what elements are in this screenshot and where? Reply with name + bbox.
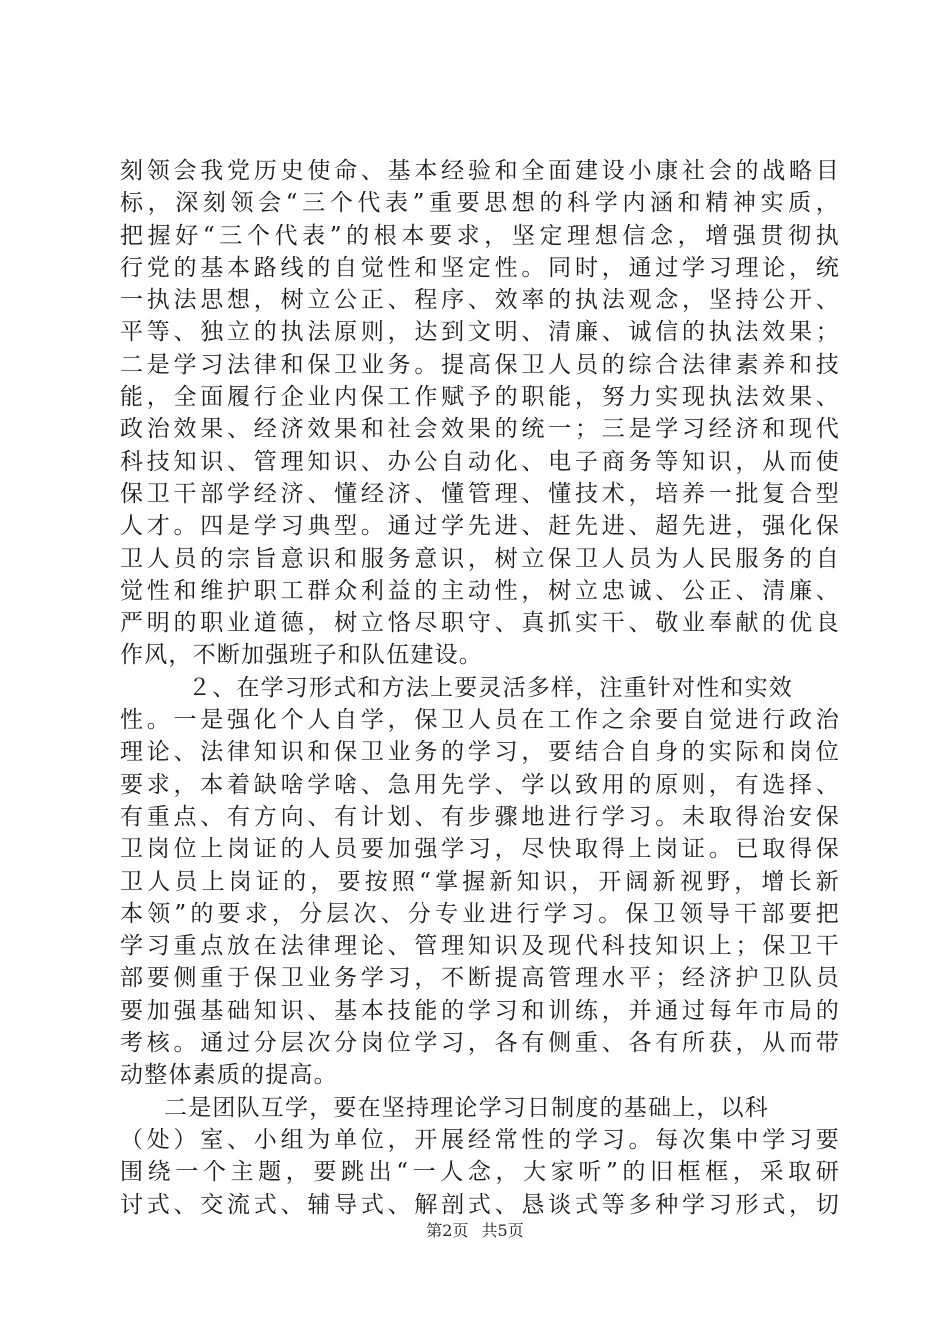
text-line: 保卫干部学经济、懂经济、懂管理、懂技术，培养一批复合型 [120, 480, 840, 507]
body-text [120, 155, 840, 1221]
text-line: 人才。四是学习典型。通过学先进、赶先进、超先进，强化保 [120, 513, 840, 540]
text-line: 要求，本着缺啥学啥、急用先学、学以致用的原则，有选择、 [120, 771, 840, 798]
text-line: 部要侧重于保卫业务学习，不断提高管理水平；经济护卫队员 [120, 965, 840, 992]
page-footer [0, 1218, 950, 1241]
text-line: 卫人员的宗旨意识和服务意识，树立保卫人员为人民服务的自 [120, 545, 840, 572]
text-line: 学习重点放在法律理论、管理知识及现代科技知识上；保卫干 [120, 933, 840, 960]
text-line: 考核。通过分层次分岗位学习，各有侧重、各有所获，从而带 [120, 1030, 840, 1057]
text-line: 觉性和维护职工群众利益的主动性，树立忠诚、公正、清廉、 [120, 577, 840, 604]
text-line: 把握好“三个代表”的根本要求，坚定理想信念，增强贯彻执 [120, 222, 840, 249]
text-line: 要加强基础知识、基本技能的学习和训练，并通过每年市局的 [120, 997, 840, 1024]
text-line: 一执法思想，树立公正、程序、效率的执法观念，坚持公开、 [120, 287, 840, 314]
text-line: 行党的基本路线的自觉性和坚定性。同时，通过学习理论，统 [120, 254, 840, 281]
text-line: 二是学习法律和保卫业务。提高保卫人员的综合法律素养和技 [120, 351, 840, 378]
text-line: 能，全面履行企业内保工作赋予的职能，努力实现执法效果、 [120, 384, 840, 411]
text-line: 理论、法律知识和保卫业务的学习，要结合自身的实际和岗位 [120, 739, 840, 766]
text-line: 刻领会我党历史使命、基本经验和全面建设小康社会的战略目 [120, 158, 840, 184]
text-line: 政治效果、经济效果和社会效果的统一；三是学习经济和现代 [120, 416, 840, 443]
text-line: 卫岗位上岗证的人员要加强学习，尽快取得上岗证。已取得保 [120, 836, 840, 863]
text-line: 本领”的要求，分层次、分专业进行学习。保卫领导干部要把 [120, 900, 840, 927]
text-line: 标，深刻领会“三个代表”重要思想的科学内涵和精神实质， [120, 190, 840, 217]
text-line: 性。一是强化个人自学，保卫人员在工作之余要自觉进行政治 [120, 707, 840, 734]
text-line: （处）室、小组为单位，开展经常性的学习。每次集中学习要 [120, 1126, 840, 1153]
text-line: 平等、独立的执法原则，达到文明、清廉、诚信的执法效果； [120, 319, 840, 346]
text-line: 作风，不断加强班子和队伍建设。 [120, 642, 483, 669]
page-number: 第2页 [426, 1221, 469, 1240]
text-line: ２、在学习形式和方法上要灵活多样，注重针对性和实效 [188, 674, 793, 701]
text-line: 严明的职业道德，树立恪尽职守、真抓实干、敬业奉献的优良 [120, 610, 840, 637]
text-line: 卫人员上岗证的，要按照“掌握新知识，开阔新视野，增长新 [120, 868, 840, 895]
text-line: 科技知识、管理知识、办公自动化、电子商务等知识，从而使 [120, 448, 840, 475]
text-line: 讨式、交流式、辅导式、解剖式、恳谈式等多种学习形式，切 [120, 1191, 840, 1218]
text-line: 动整体素质的提高。 [120, 1062, 338, 1089]
text-line: 有重点、有方向、有计划、有步骤地进行学习。未取得治安保 [120, 803, 840, 830]
text-line: 二是团队互学，要在坚持理论学习日制度的基础上，以科 [164, 1094, 769, 1121]
page-total: 共5页 [481, 1221, 524, 1240]
text-line: 围绕一个主题，要跳出“一人念，大家听”的旧框框，采取研 [120, 1159, 840, 1186]
